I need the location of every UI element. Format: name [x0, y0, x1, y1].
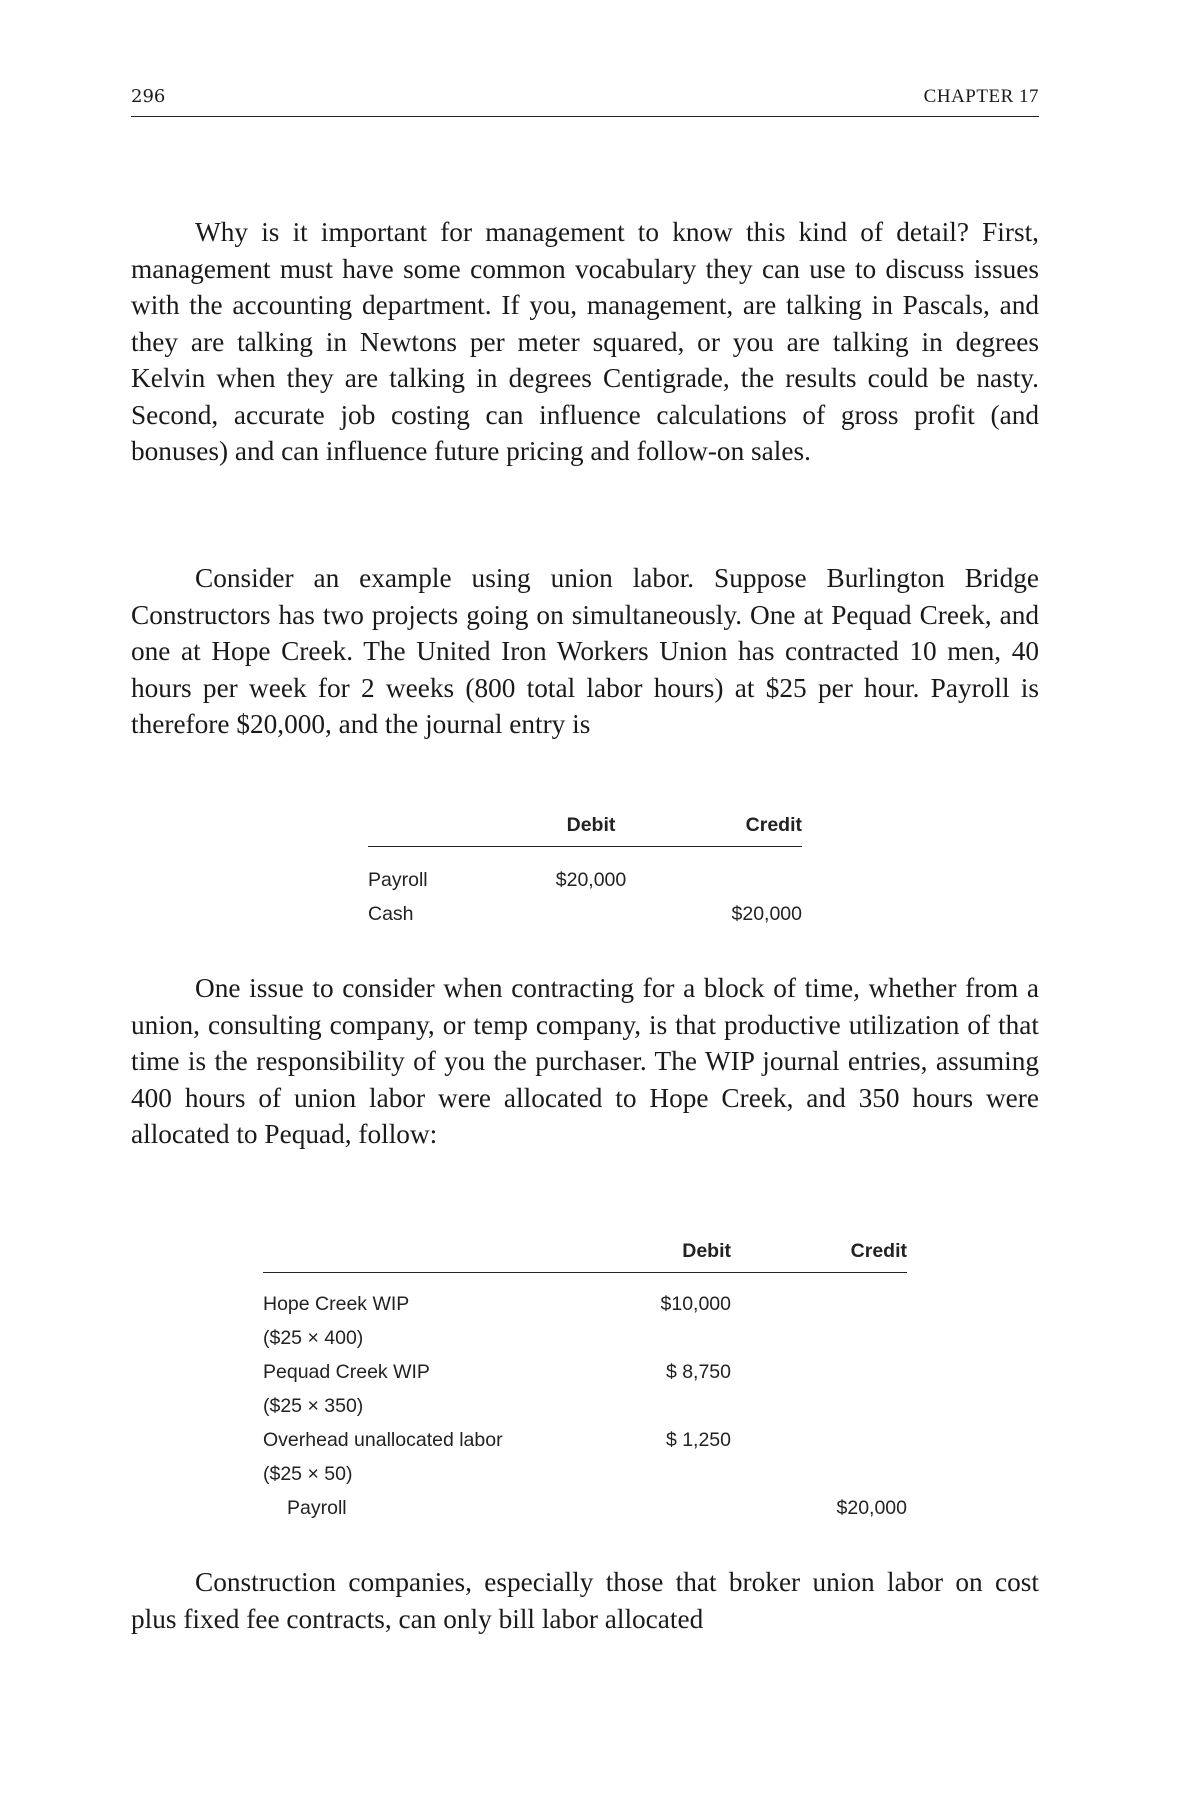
journal-row [368, 847, 802, 898]
journal-header-row [368, 804, 802, 847]
journal-entry-wip [263, 1230, 907, 1525]
running-head [131, 86, 1039, 117]
journal-row [263, 1273, 907, 1322]
account-cell: ($25 × 50) [263, 1462, 353, 1485]
journal-row [263, 1457, 907, 1491]
journal-row [263, 1491, 907, 1525]
debit-header: Debit [566, 813, 616, 836]
journal-row [263, 1321, 907, 1355]
account-cell: ($25 × 400) [263, 1326, 364, 1349]
credit-cell [731, 1273, 907, 1322]
paragraph-2: Consider an example using union labor. Suppose Burlington Bridge Constructors has two projects going on simultaneously. One at Pequad Creek, and one at Hope Creek. The United Iron Workers Union has contracted 10 men, 40 hours per week for 2 weeks (800 total labor hours) at $25 per hour. Payroll is therefore $20,000, and the journal entry is [131, 563, 1039, 739]
debit-cell: $20,000 [555, 868, 627, 891]
journal-entry-payroll [368, 804, 802, 931]
debit-cell [643, 1389, 731, 1423]
paragraph-3: One issue to consider when contracting for a block of time, whether from a union, consulting company, or temp company, is that productive utilization of that time is the responsibility of you the purchaser. The WIP journal entries, assuming 400 hours of union labor were allocated to Hope Creek, and 350 hours were allocated to Pequad, follow: [131, 973, 1039, 1149]
account-header [263, 1230, 643, 1273]
account-cell: Overhead unallocated labor [263, 1428, 503, 1451]
account-cell: ($25 × 350) [263, 1394, 364, 1417]
account-header [368, 804, 534, 847]
journal-row [263, 1355, 907, 1389]
account-cell: Cash [368, 902, 414, 925]
credit-cell [731, 1457, 907, 1491]
account-cell: Payroll [287, 1496, 347, 1519]
credit-cell: $20,000 [731, 902, 802, 925]
chapter-label: CHAPTER 17 [923, 86, 1039, 107]
journal-row [368, 897, 802, 931]
credit-cell [731, 1423, 907, 1457]
journal-row [263, 1423, 907, 1457]
credit-cell: $20,000 [836, 1496, 907, 1519]
debit-header: Debit [682, 1239, 731, 1262]
debit-cell: $ 1,250 [665, 1428, 731, 1451]
debit-cell: $10,000 [660, 1292, 731, 1315]
journal-row [263, 1389, 907, 1423]
paragraph-1: Why is it important for management to know this kind of detail? First, management must have some common vocabulary they can use to discuss issues with the accounting department. If you, management, are talking in Pascals, and they are talking in Newtons per meter squared, or you are talking in degrees Kelvin when they are talking in degrees Centigrade, the results could be nasty. Second, accurate job costing can influence calculations of gross profit (and bonuses) and can influence future pricing and follow-on sales. [131, 217, 1039, 466]
credit-header: Credit [850, 1239, 907, 1262]
credit-cell [648, 847, 802, 898]
paragraph-4: Construction companies, especially those that broker union labor on cost plus fixed fee contracts, can only bill labor allocated [131, 1567, 1039, 1634]
debit-cell [643, 1491, 731, 1525]
page-number: 296 [131, 86, 166, 107]
journal-header-row [263, 1230, 907, 1273]
account-cell: Hope Creek WIP [263, 1292, 410, 1315]
credit-cell [731, 1389, 907, 1423]
credit-cell [731, 1355, 907, 1389]
credit-cell [731, 1321, 907, 1355]
account-cell: Pequad Creek WIP [263, 1360, 430, 1383]
account-cell: Payroll [368, 868, 428, 891]
debit-cell [643, 1321, 731, 1355]
credit-header: Credit [745, 813, 802, 836]
debit-cell [534, 897, 648, 931]
debit-cell [643, 1457, 731, 1491]
debit-cell: $ 8,750 [665, 1360, 731, 1383]
